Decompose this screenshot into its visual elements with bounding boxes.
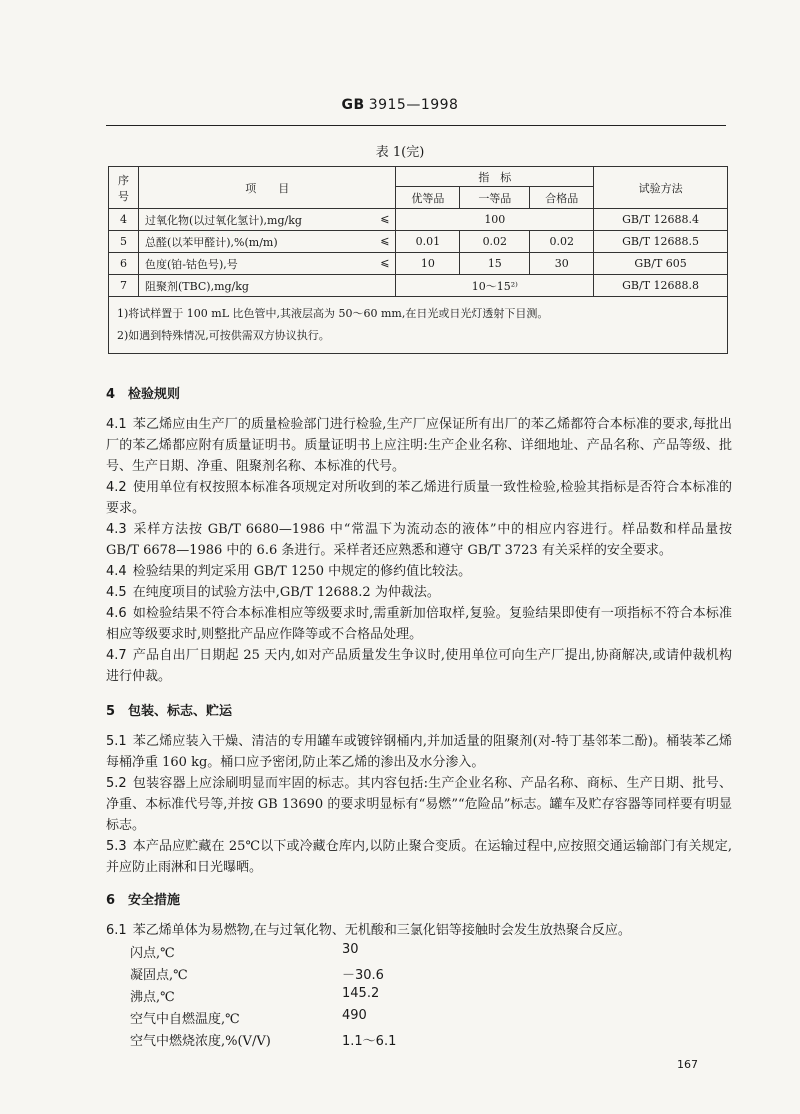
row-value-first: 0.02 [460,231,530,253]
row-seq: 7 [109,275,139,297]
spec-table [108,166,728,354]
property-row: 空气中燃烧浓度,%(V/V) 1.1～6.1 [130,1034,397,1049]
less-equal-sign: ⩽ [380,234,390,247]
row-method: GB/T 12688.5 [594,231,728,253]
row-item: 色度(铂-钴色号),号 ⩽ [138,253,396,275]
header-grade-qualified: 合格品 [530,187,594,209]
clause-5-2: 5.2 包装容器上应涂刷明显而牢固的标志。其内容包括:生产企业名称、产品名称、商标、生产日期、批号、净重、本标准代号等,并按 GB 13690 的要求明显标有“易燃”“危险品”标志。罐车及贮存容器等同样要有明显标志。 [106,776,732,833]
header-item: 项 目 [138,167,396,209]
clause-4-4: 4.4 检验结果的判定采用 GB/T 1250 中规定的修约值比较法。 [106,564,472,579]
header-index: 指 标 [396,167,594,187]
row-value-superior: 0.01 [396,231,460,253]
table-row [109,253,728,275]
row-method: GB/T 12688.4 [594,209,728,231]
header-rule [106,125,726,126]
clause-4-6: 4.6 如检验结果不符合本标准相应等级要求时,需重新加倍取样,复验。复验结果即使有一项指标不符合本标准相应等级要求时,则整批产品应作降等或不合格品处理。 [106,606,732,642]
standard-number: 3915—1998 [368,97,459,113]
section-5-title: 5 包装、标志、贮运 [106,704,233,719]
row-value-qualified: 30 [530,253,594,275]
table-row [109,209,728,231]
table-row [109,231,728,253]
row-value-qualified: 0.02 [530,231,594,253]
standard-code: GB [341,97,365,113]
section-6-title: 6 安全措施 [106,893,181,908]
table-notes-row [109,297,728,354]
page-number: 167 [677,1058,698,1071]
row-method: GB/T 12688.8 [594,275,728,297]
clause-4-7: 4.7 产品自出厂日期起 25 天内,如对产品质量发生争议时,使用单位可向生产厂提出,协商解决,或请仲裁机构进行仲裁。 [106,648,732,684]
clause-4-2: 4.2 使用单位有权按照本标准各项规定对所收到的苯乙烯进行质量一致性检验,检验其指标是否符合本标准的要求。 [106,480,732,516]
header-grade-superior: 优等品 [396,187,460,209]
clause-5-3: 5.3 本产品应贮藏在 25℃以下或冷藏仓库内,以防止聚合变质。在运输过程中,应按照交通运输部门有关规定,并应防止雨淋和日光曝晒。 [106,839,732,875]
row-merged-value: 100 [396,209,594,231]
row-method: GB/T 605 [594,253,728,275]
section-4-title: 4 检验规则 [106,387,181,402]
page-header [0,97,800,113]
header-seq: 序号 [109,167,139,209]
table-note: 2)如遇到特殊情况,可按供需双方协议执行。 [117,329,330,342]
clause-5-1: 5.1 苯乙烯应装入干燥、清洁的专用罐车或镀锌钢桶内,并加适量的阻聚剂(对-特丁基邻苯二酚)。桶装苯乙烯每桶净重 160 kg。桶口应予密闭,防止苯乙烯的渗出及水分渗入。 [106,734,732,770]
less-equal-sign: ⩽ [380,256,390,269]
clause-4-1: 4.1 苯乙烯应由生产厂的质量检验部门进行检验,生产厂应保证所有出厂的苯乙烯都符合本标准的要求,每批出厂的苯乙烯都应附有质量证明书。质量证明书上应注明:生产企业名称、详细地址、产品名称、产品等级、批号、生产日期、净重、阻聚剂名称、本标准的代号。 [106,417,732,474]
property-row: 空气中自燃温度,℃ 490 [130,1008,367,1027]
clause-4-5: 4.5 在纯度项目的试验方法中,GB/T 12688.2 为仲裁法。 [106,585,440,600]
table-caption: 表 1(完) [375,145,425,160]
table-notes [109,297,728,354]
row-item: 总醛(以苯甲醛计),%(m/m) ⩽ [138,231,396,253]
clause-6-1: 6.1 苯乙烯单体为易燃物,在与过氧化物、无机酸和三氯化铝等接触时会发生放热聚合反应。 [106,923,631,938]
header-method: 试验方法 [594,167,728,209]
row-seq: 5 [109,231,139,253]
row-seq: 6 [109,253,139,275]
row-value-first: 15 [460,253,530,275]
property-row: 闪点,℃ 30 [130,942,359,961]
row-seq: 4 [109,209,139,231]
property-row: 凝固点,℃ －30.6 [130,968,384,983]
row-item: 过氧化物(以过氧化氢计),mg/kg ⩽ [138,209,396,231]
table-note: 1)将试样置于 100 mL 比色管中,其液层高为 50～60 mm,在日光或日光灯透射下目测。 [117,307,549,320]
less-equal-sign: ⩽ [380,212,390,225]
property-row: 沸点,℃ 145.2 [130,986,380,1005]
row-item: 阻聚剂(TBC),mg/kg [138,275,396,297]
header-grade-first: 一等品 [460,187,530,209]
row-value-superior: 10 [396,253,460,275]
table-row [109,275,728,297]
clause-4-3: 4.3 采样方法按 GB/T 6680—1986 中“常温下为流动态的液体”中的相应内容进行。样品数和样品量按 GB/T 6678—1986 中的 6.6 条进行。采样者还应熟悉和遵守 GB/T 3723 有关采样的安全要求。 [106,522,732,558]
row-merged-value: 10～15²⁾ [396,275,594,297]
